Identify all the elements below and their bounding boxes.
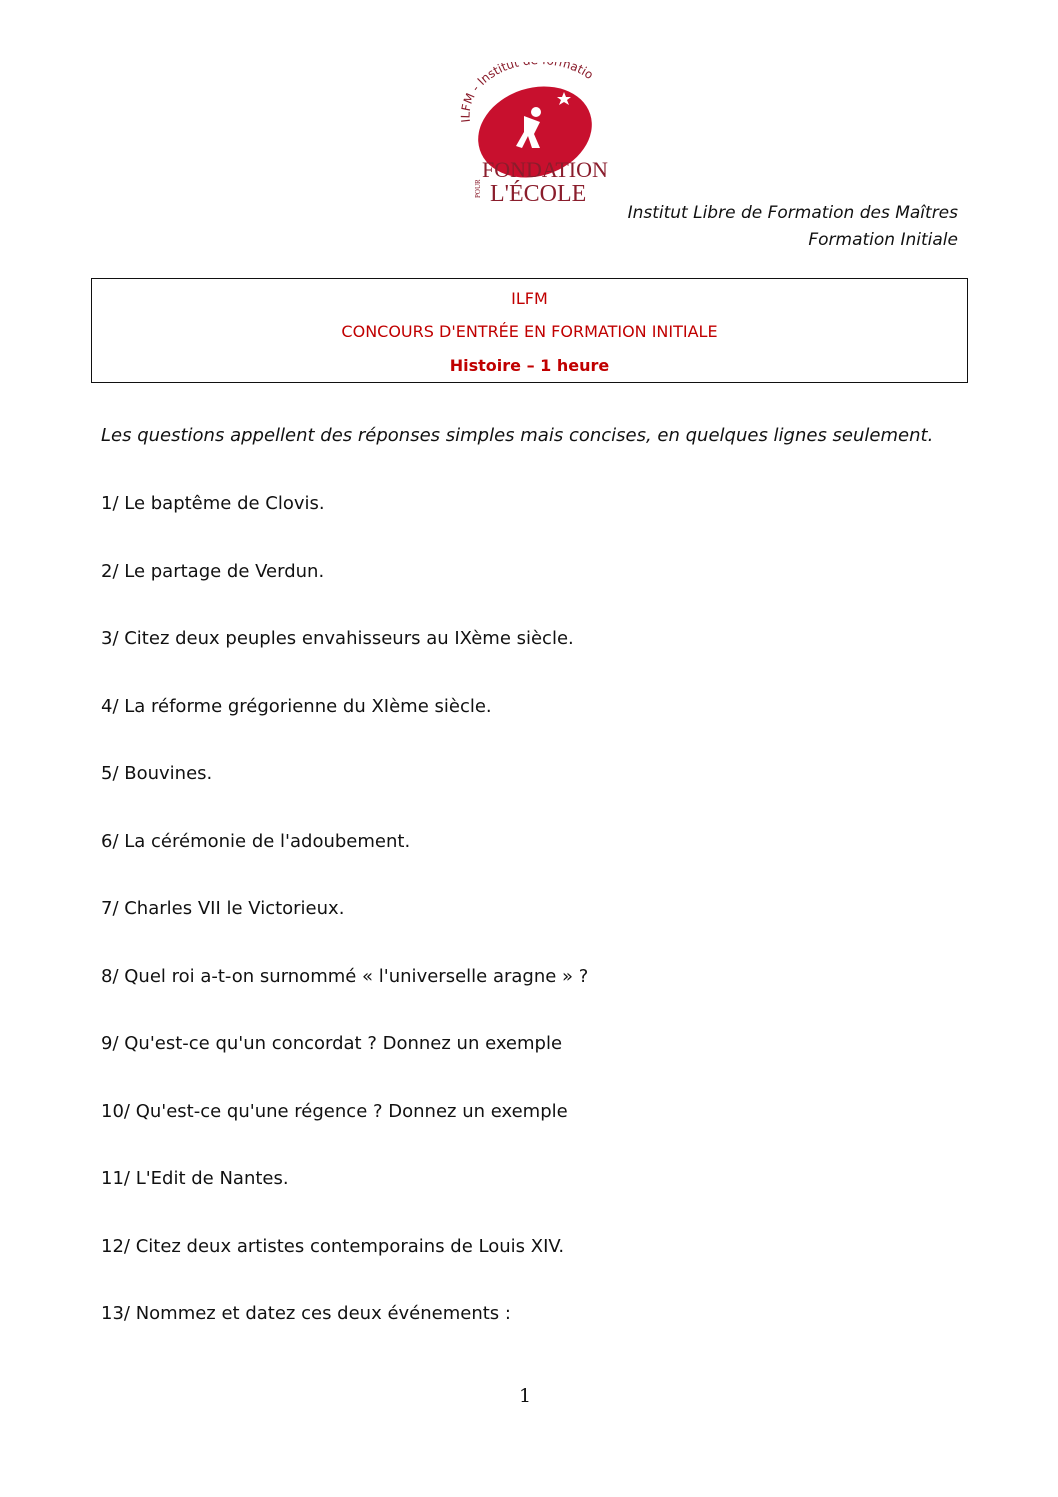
question-item: 6/ La cérémonie de l'adoubement.: [101, 830, 411, 852]
fondation-logo: [440, 62, 620, 208]
question-item: 10/ Qu'est-ce qu'une régence ? Donnez un exemple: [101, 1100, 568, 1122]
exam-org: ILFM: [511, 289, 548, 308]
page-number: 1: [519, 1385, 532, 1407]
logo-name-line2: L'ÉCOLE: [490, 181, 587, 207]
question-item: 3/ Citez deux peuples envahisseurs au IXème siècle.: [101, 628, 574, 649]
question-item: 4/ La réforme grégorienne du XIème siècle.: [101, 695, 492, 717]
logo-arc-text: ILFM - Institut matio: [458, 62, 596, 124]
exam-subject: Histoire – 1 heure: [449, 356, 610, 375]
logo-pour: POUR: [474, 179, 482, 198]
question-item: 1/ Le baptême de Clovis.: [101, 493, 325, 514]
program-name: Formation Initiale: [808, 230, 958, 250]
logo-name-line1: FONDATION: [482, 157, 608, 182]
question-item: 7/ Charles VII le Victorieux.: [101, 898, 345, 919]
question-item: 12/ Citez deux artistes contemporains de Louis XIV.: [101, 1235, 565, 1257]
instructions: Les questions appellent des réponses simples mais concises, en quelques lignes seulement.: [101, 425, 934, 446]
exam-title-box: [91, 278, 968, 383]
institution-name: Institut Libre de Formation des Maîtres: [627, 203, 958, 223]
exam-title: CONCOURS D'ENTRÉE EN FORMATION INITIALE: [341, 322, 718, 341]
question-item: 2/ Le partage de Verdun.: [101, 560, 325, 582]
question-item: 8/ Quel roi a-t-on surnommé « l'universelle aragne » ?: [101, 965, 589, 987]
question-list: [101, 492, 588, 1370]
question-item: 13/ Nommez et datez ces deux événements :: [101, 1303, 511, 1324]
institution-header: [628, 200, 958, 254]
question-item: 9/ Qu'est-ce qu'un concordat ? Donnez un exemple: [101, 1033, 563, 1054]
question-item: 11/ L'Edit de Nantes.: [101, 1168, 289, 1189]
logo-graphic: [440, 62, 620, 208]
question-item: 5/ Bouvines.: [101, 763, 213, 784]
